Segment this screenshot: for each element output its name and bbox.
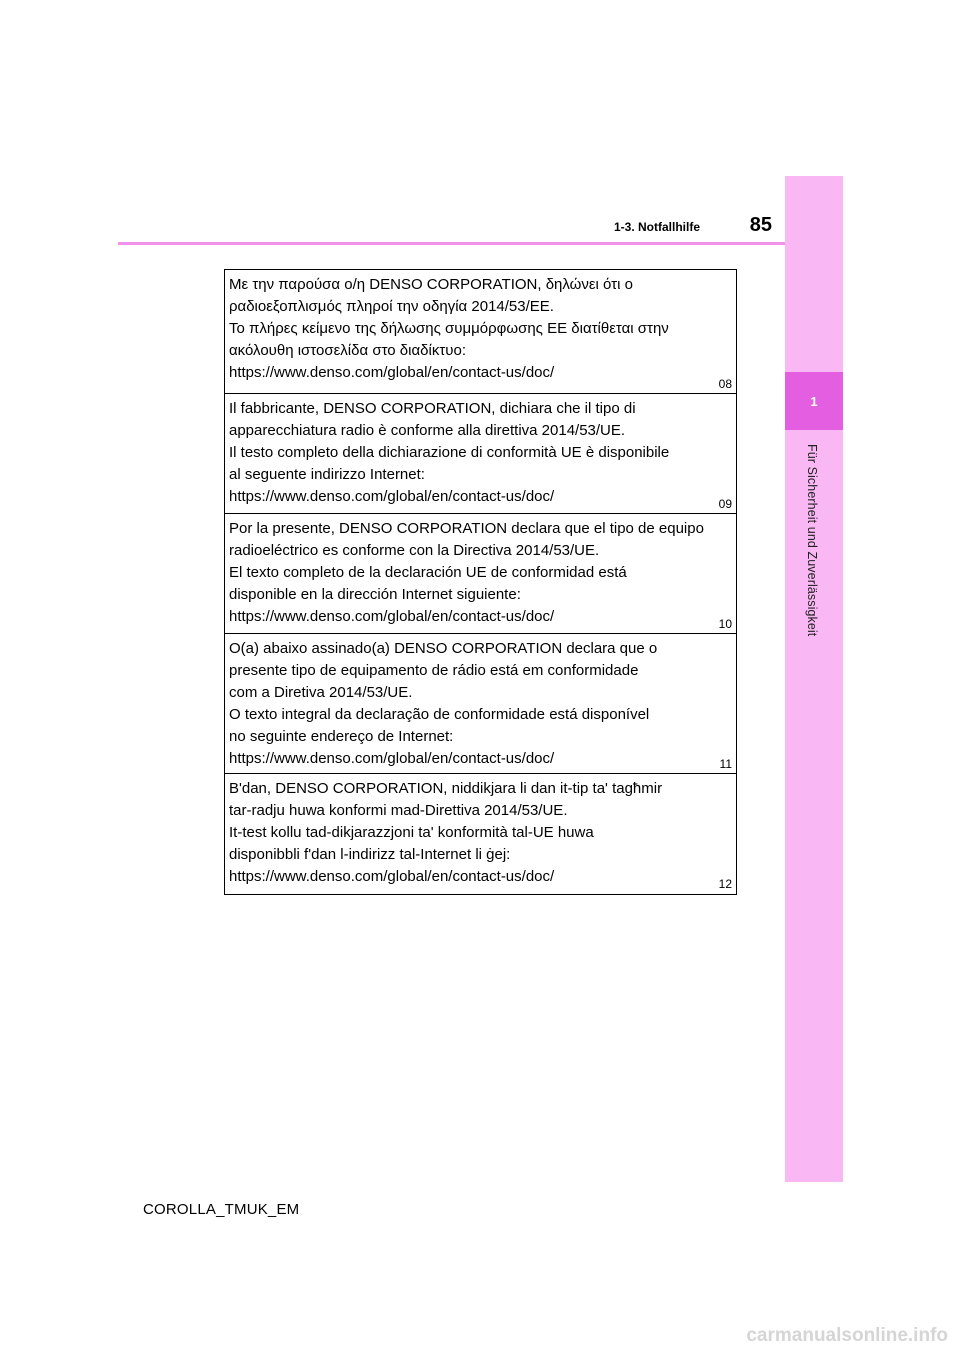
entry-line: tar-radju huwa konformi mad-Direttiva 2014/53/UE. — [229, 802, 568, 819]
declaration-box — [224, 269, 737, 895]
entry-line: B'dan, DENSO CORPORATION, niddikjara li dan it-tip ta' tagħmir — [229, 780, 663, 797]
declaration-entry-italian — [225, 394, 736, 514]
entry-line: disponible en la dirección Internet siguiente: — [229, 586, 521, 603]
entry-line: no seguinte endereço de Internet: — [229, 728, 454, 745]
header-rule — [118, 242, 785, 245]
entry-line: Il testo completo della dichiarazione di conformità UE è disponibile — [229, 444, 670, 461]
entry-line: Por la presente, DENSO CORPORATION declara que el tipo de equipo — [229, 520, 704, 537]
entry-code: 11 — [719, 757, 732, 771]
side-tab-strip — [785, 176, 843, 1182]
entry-line: com a Diretiva 2014/53/UE. — [229, 684, 413, 701]
entry-line: al seguente indirizzo Internet: — [229, 466, 425, 483]
entry-line: El texto completo de la declaración UE de conformidad está — [229, 564, 627, 581]
entry-line: radioeléctrico es conforme con la Directiva 2014/53/UE. — [229, 542, 600, 559]
watermark: carmanualsonline.info — [746, 1325, 948, 1346]
entry-line: https://www.denso.com/global/en/contact-us/doc/ — [229, 608, 555, 625]
entry-line: O(a) abaixo assinado(a) DENSO CORPORATION declara que o — [229, 640, 658, 657]
entry-code: 09 — [718, 497, 732, 511]
entry-line: https://www.denso.com/global/en/contact-us/doc/ — [229, 364, 555, 381]
entry-line: https://www.denso.com/global/en/contact-us/doc/ — [229, 488, 555, 505]
document-id: COROLLA_TMUK_EM — [143, 1201, 300, 1218]
entry-line: presente tipo de equipamento de rádio está em conformidade — [229, 662, 639, 679]
entry-line: O texto integral da declaração de conformidade está disponível — [229, 706, 650, 723]
entry-line: disponibbli f'dan l-indirizz tal-Internet li ġej: — [229, 846, 511, 863]
page-number: 85 — [749, 214, 772, 236]
entry-code: 08 — [718, 377, 732, 391]
entry-line: apparecchiatura radio è conforme alla direttiva 2014/53/UE. — [229, 422, 626, 439]
entry-code: 12 — [718, 877, 732, 891]
chapter-tab-label: Für Sicherheit und Zuverlässigkeit — [805, 444, 819, 637]
entry-line: Με την παρούσα ο/η DENSO CORPORATION, δηλώνει ότι ο — [229, 276, 633, 293]
entry-line: Il fabbricante, DENSO CORPORATION, dichiara che il tipo di — [229, 400, 636, 417]
entry-line: https://www.denso.com/global/en/contact-us/doc/ — [229, 750, 555, 767]
entry-line: ακόλουθη ιστοσελίδα στο διαδίκτυο: — [229, 342, 466, 359]
entry-line: ραδιοεξοπλισμός πληροί την οδηγία 2014/53/ΕΕ. — [229, 298, 554, 315]
entry-line: https://www.denso.com/global/en/contact-us/doc/ — [229, 868, 555, 885]
declaration-entry-spanish — [225, 514, 736, 634]
entry-line: Το πλήρες κείμενο της δήλωσης συμμόρφωσης ΕΕ διατίθεται στην — [229, 320, 669, 337]
chapter-tab-number: 1 — [810, 393, 818, 409]
declaration-entry-portuguese — [225, 634, 736, 774]
declaration-entry-maltese — [225, 774, 736, 893]
section-title: 1-3. Notfallhilfe — [613, 220, 700, 234]
entry-code: 10 — [718, 617, 732, 631]
declaration-entry-greek — [225, 270, 736, 394]
entry-line: It-test kollu tad-dikjarazzjoni ta' konformità tal-UE huwa — [229, 824, 594, 841]
